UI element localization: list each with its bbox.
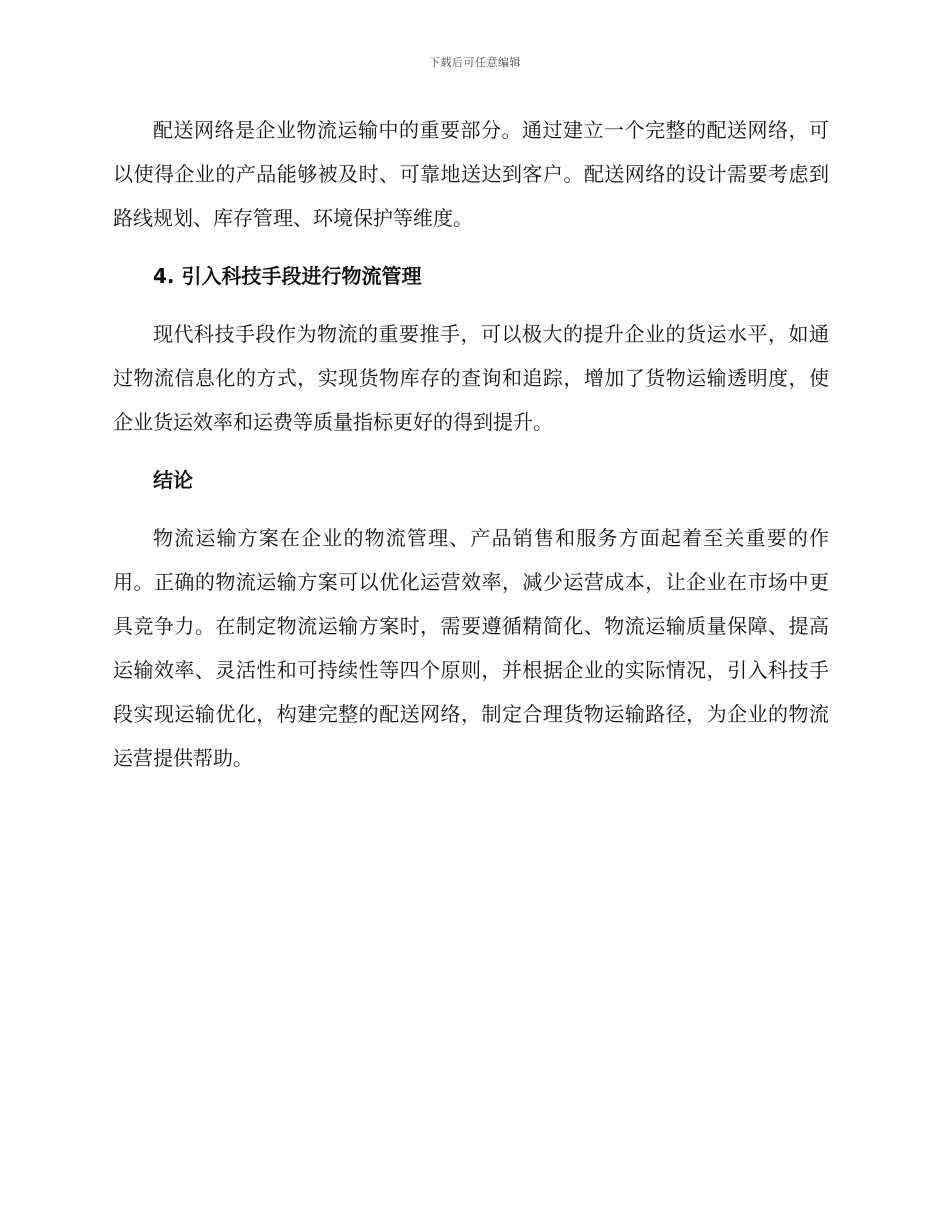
paragraph-distribution-network: 配送网络是企业物流运输中的重要部分。通过建立一个完整的配送网络，可以使得企业的产品能够被及时、可靠地送达到客户。配送网络的设计需要考虑到路线规划、库存管理、环境保护等维度。 xyxy=(113,118,829,230)
paragraph-conclusion: 物流运输方案在企业的物流管理、产品销售和服务方面起着至关重要的作用。正确的物流运输方案可以优化运营效率，减少运营成本，让企业在市场中更具竞争力。在制定物流运输方案时，需要遵循精简化、物流运输质量保障、提高运输效率、灵活性和可持续性等四个原则，并根据企业的实际情况，引入科技手段实现运输优化，构建完整的配送网络，制定合理货物运输路径，为企业的物流运营提供帮助。 xyxy=(113,526,829,770)
paragraph-technology: 现代科技手段作为物流的重要推手，可以极大的提升企业的货运水平，如通过物流信息化的方式，实现货物库存的查询和追踪，增加了货物运输透明度，使企业货运效率和运费等质量指标更好的得到提升。 xyxy=(113,322,829,434)
page-header-note: 下载后可任意编辑 xyxy=(429,56,521,69)
section-heading-conclusion: 结论 xyxy=(153,468,193,492)
document-body xyxy=(113,108,829,794)
section-heading-technology: 4. 引入科技手段进行物流管理 xyxy=(153,264,422,288)
